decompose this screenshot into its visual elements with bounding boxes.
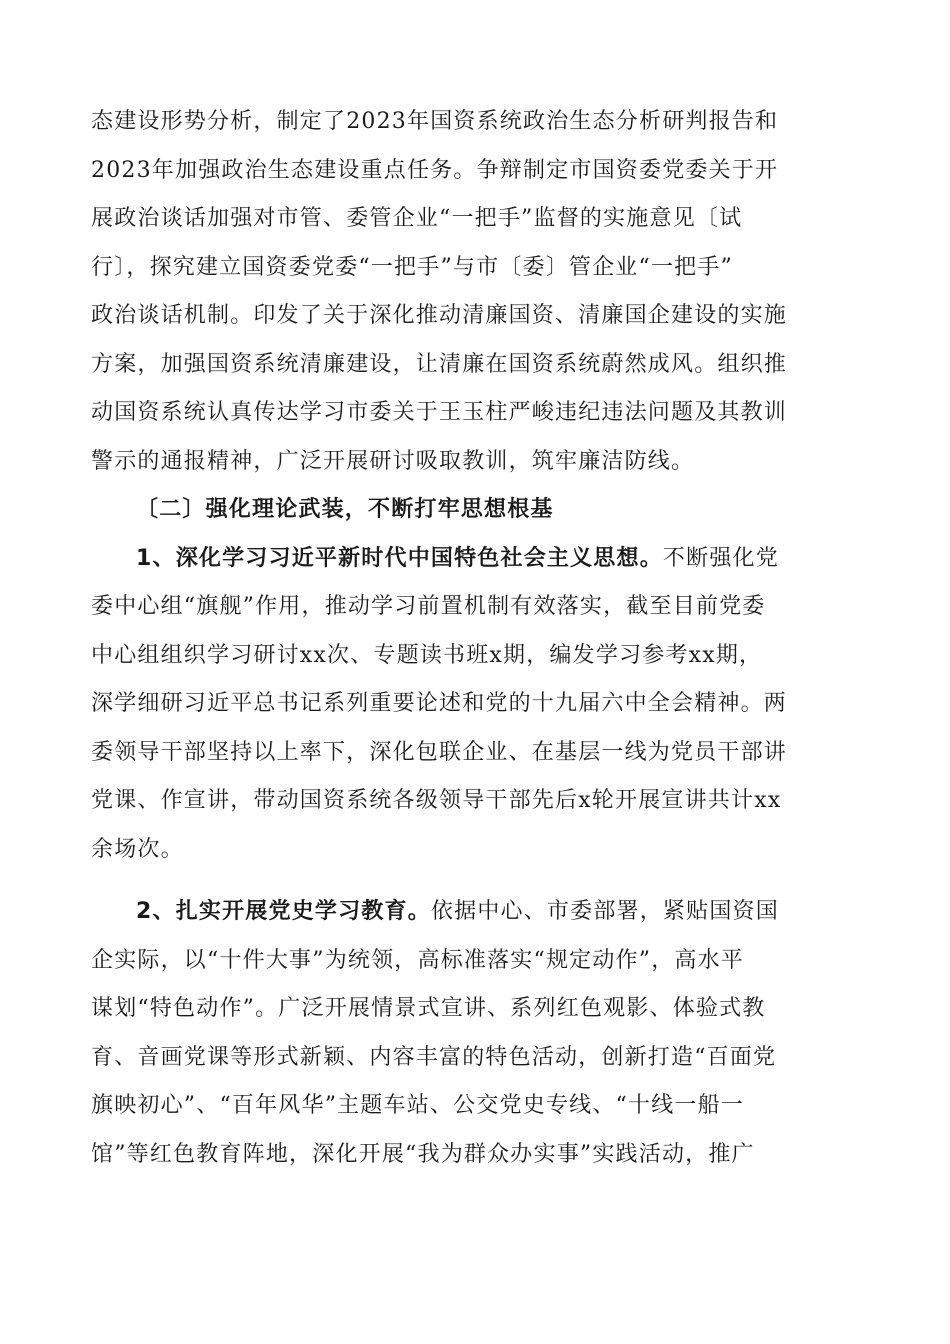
- text-line: 态建设形势分析，制定了2023年国资系统政治生态分析研判报告和: [91, 109, 779, 134]
- text-line: 动国资系统认真传达学习市委关于王玉柱严峻违纪违法问题及其教训: [91, 400, 788, 425]
- text-line: 育、音画党课等形式新颖、内容丰富的特色活动，创新打造“百面党: [91, 1044, 777, 1070]
- text-line: 旗映初心”、“百年风华”主题车站、公交党史专线、“十线一船一: [91, 1093, 744, 1118]
- text-line: 企实际，以“十件大事”为统领，高标准落实“规定动作”，高水平: [91, 947, 744, 973]
- paragraph-first-line: [91, 888, 861, 937]
- text-line: 行〕，探究建立国资委党委“一把手”与市〔委〕管企业“一把手”: [91, 254, 733, 280]
- text-line: 馆”等红色教育阵地，深化开展“我为群众办实事”实践活动，推广: [91, 1141, 755, 1167]
- document-body: [91, 98, 861, 1179]
- text-line: 2023年加强政治生态建设重点任务。争辩制定市国资委党委关于开: [91, 157, 779, 183]
- paragraph-spacer: [91, 874, 861, 888]
- text-line: 余场次。: [91, 836, 184, 862]
- text-line: 展政治谈话加强对市管、委管企业“一把手”监督的实施意见〔试: [91, 206, 743, 231]
- text-line: 谋划“特色动作”。广泛开展情景式宣讲、系列红色观影、体验式教: [91, 996, 766, 1021]
- text-line: 深学细研习近平总书记系列重要论述和党的十九届六中全会精神。两: [91, 691, 788, 716]
- text-line: 委领导干部坚持以上率下，深化包联企业、在基层一线为党员干部讲: [91, 739, 788, 765]
- paragraph-lead-rest: 不断强化党: [662, 545, 779, 571]
- paragraph-lead-rest: 依据中心、市委部署，紧贴国资国: [430, 899, 779, 924]
- text-line: 政治谈话机制。印发了关于深化推动清廉国资、清廉国企建设的实施: [91, 303, 788, 328]
- paragraph-lead: 2、扎实开展党史学习教育。: [136, 899, 431, 924]
- text-line: 委中心组“旗舰”作用，推动学习前置机制有效落实，截至目前党委: [91, 594, 766, 619]
- text-line: 方案，加强国资系统清廉建设，让清廉在国资系统蔚然成风。组织推: [91, 351, 788, 377]
- text-line: 警示的通报精神，广泛开展研讨吸取教训，筑牢廉洁防线。: [91, 448, 695, 474]
- section-heading: 〔二〕强化理论武装，不断打牢思想根基: [136, 497, 554, 522]
- paragraph-first-line: [91, 535, 861, 584]
- paragraph-theory-study: [91, 535, 861, 875]
- text-line: 党课、作宣讲，带动国资系统各级领导干部先后x轮开展宣讲共计xx: [91, 788, 782, 813]
- paragraph-political-ecology: [91, 98, 861, 486]
- text-line: 中心组组织学习研讨xx次、专题读书班x期，编发学习参考xx期，: [91, 642, 763, 668]
- paragraph-lead: 1、深化学习习近平新时代中国特色社会主义思想。: [136, 545, 663, 571]
- paragraph-party-history: [91, 888, 861, 1179]
